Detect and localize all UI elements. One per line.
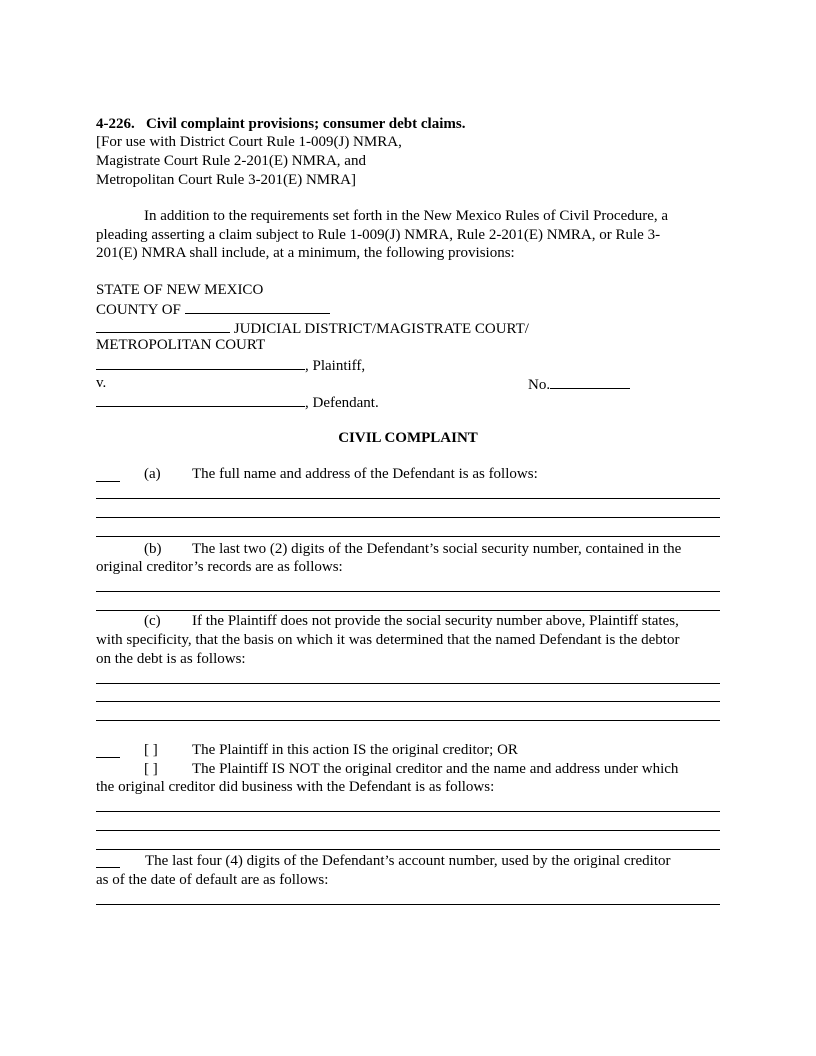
defendant-blank[interactable] bbox=[96, 392, 305, 407]
defendant-label: , Defendant. bbox=[305, 395, 379, 411]
answer-line[interactable] bbox=[96, 701, 720, 702]
case-number-blank[interactable] bbox=[550, 374, 630, 389]
section-a-check-blank[interactable] bbox=[96, 481, 120, 482]
answer-line[interactable] bbox=[96, 536, 720, 537]
answer-line[interactable] bbox=[96, 498, 720, 499]
versus-label: v. bbox=[96, 375, 107, 391]
intro-line: 201(E) NMRA shall include, at a minimum, the following provisions: bbox=[96, 245, 515, 261]
court-label-1: JUDICIAL DISTRICT/MAGISTRATE COURT/ bbox=[233, 321, 529, 337]
county-line bbox=[96, 299, 330, 319]
creditor-check-blank[interactable] bbox=[96, 757, 120, 758]
case-number-line bbox=[528, 374, 630, 394]
form-title: CIVIL COMPLAINT bbox=[338, 430, 478, 446]
court-line-1 bbox=[96, 318, 529, 338]
answer-line[interactable] bbox=[96, 830, 720, 831]
account-text-2: as of the date of default are as follows: bbox=[96, 872, 329, 888]
state-label: STATE OF NEW MEXICO bbox=[96, 282, 264, 298]
answer-line[interactable] bbox=[96, 610, 720, 611]
intro-line: In addition to the requirements set forth in the New Mexico Rules of Civil Procedure, a bbox=[144, 208, 669, 224]
section-c-text-2: with specificity, that the basis on which it was determined that the named Defendant is the debtor bbox=[96, 632, 680, 648]
rule-heading bbox=[96, 115, 465, 133]
section-b-label: (b) bbox=[144, 541, 162, 557]
usage-line: Magistrate Court Rule 2-201(E) NMRA, and bbox=[96, 153, 366, 169]
answer-line[interactable] bbox=[96, 591, 720, 592]
section-c-label: (c) bbox=[144, 613, 161, 629]
county-label: COUNTY OF bbox=[96, 302, 181, 318]
plaintiff-blank[interactable] bbox=[96, 355, 305, 370]
answer-line[interactable] bbox=[96, 683, 720, 684]
court-label-2: METROPOLITAN COURT bbox=[96, 337, 266, 353]
district-blank[interactable] bbox=[96, 318, 230, 333]
section-a-text: The full name and address of the Defendant is as follows: bbox=[192, 466, 538, 482]
answer-line[interactable] bbox=[96, 720, 720, 721]
section-c-text-1: If the Plaintiff does not provide the social security number above, Plaintiff states, bbox=[192, 613, 679, 629]
answer-line[interactable] bbox=[96, 849, 720, 850]
option-not-original-creditor-1: The Plaintiff IS NOT the original creditor and the name and address under which bbox=[192, 761, 679, 777]
section-c-text-3: on the debt is as follows: bbox=[96, 651, 246, 667]
rule-title: Civil complaint provisions; consumer debt claims. bbox=[146, 116, 466, 132]
answer-line[interactable] bbox=[96, 904, 720, 905]
rule-number: 4-226. bbox=[96, 116, 135, 132]
answer-line[interactable] bbox=[96, 517, 720, 518]
checkbox-not-original-creditor[interactable]: [ ] bbox=[144, 761, 158, 777]
usage-line: Metropolitan Court Rule 3-201(E) NMRA] bbox=[96, 172, 356, 188]
account-text-1: The last four (4) digits of the Defendant’s account number, used by the original creditor bbox=[145, 853, 671, 869]
checkbox-original-creditor[interactable]: [ ] bbox=[144, 742, 158, 758]
section-a-label: (a) bbox=[144, 466, 161, 482]
plaintiff-label: , Plaintiff, bbox=[305, 358, 366, 374]
plaintiff-line bbox=[96, 355, 365, 375]
intro-line: pleading asserting a claim subject to Rule 1-009(J) NMRA, Rule 2-201(E) NMRA, or Rule 3- bbox=[96, 227, 661, 243]
option-not-original-creditor-2: the original creditor did business with the Defendant is as follows: bbox=[96, 779, 495, 795]
option-original-creditor: The Plaintiff in this action IS the original creditor; OR bbox=[192, 742, 518, 758]
case-number-label: No. bbox=[528, 377, 551, 393]
usage-line: [For use with District Court Rule 1-009(J) NMRA, bbox=[96, 134, 402, 150]
account-check-blank[interactable] bbox=[96, 867, 120, 868]
section-b-text-2: original creditor’s records are as follows: bbox=[96, 559, 343, 575]
county-blank[interactable] bbox=[185, 299, 330, 314]
section-b-text-1: The last two (2) digits of the Defendant’s social security number, contained in the bbox=[192, 541, 682, 557]
answer-line[interactable] bbox=[96, 811, 720, 812]
defendant-line bbox=[96, 392, 379, 412]
